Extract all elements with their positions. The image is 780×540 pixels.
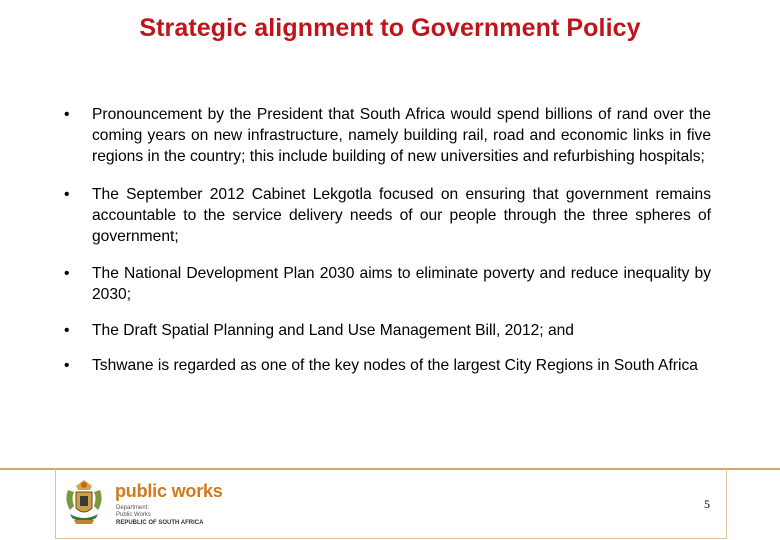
logo-subtitle: Public Works [116,512,151,518]
bullet-text: Pronouncement by the President that South Africa would spend billions of rand over the coming years on new infrastructure, namely building rail, road and economic links in five regions in the country; this include building of new universities and refurbishing hospitals; [92,106,711,165]
bullet-item [60,320,711,341]
bullet-dot: • [64,357,70,374]
logo-wordmark: public works [115,481,223,501]
bullet-text: Tshwane is regarded as one of the key nodes of the largest City Regions in South Africa [92,357,698,374]
bullet-item [60,355,711,376]
logo-subtitle: Department: [116,505,150,511]
bullet-text: The September 2012 Cabinet Lekgotla focused on ensuring that government remains accountable to the service delivery needs of our people through the three spheres of government; [92,186,711,245]
footer-frame [55,469,727,539]
bullet-text: The National Development Plan 2030 aims to eliminate poverty and reduce inequality by 2030; [92,265,711,303]
bullet-text: The Draft Spatial Planning and Land Use Management Bill, 2012; and [92,322,574,339]
slide-title: Strategic alignment to Government Policy [139,14,641,42]
logo-subtitle: REPUBLIC OF SOUTH AFRICA [116,520,204,526]
bullet-item [60,263,711,305]
bullet-item [60,104,711,167]
bullet-dot: • [64,322,70,339]
bullet-dot: • [64,265,70,282]
bullet-dot: • [64,106,70,123]
bullet-item [60,184,711,247]
page-number: 5 [704,497,710,511]
coat-of-arms-icon [62,476,106,528]
bullet-list [60,104,711,389]
bullet-dot: • [64,186,70,203]
